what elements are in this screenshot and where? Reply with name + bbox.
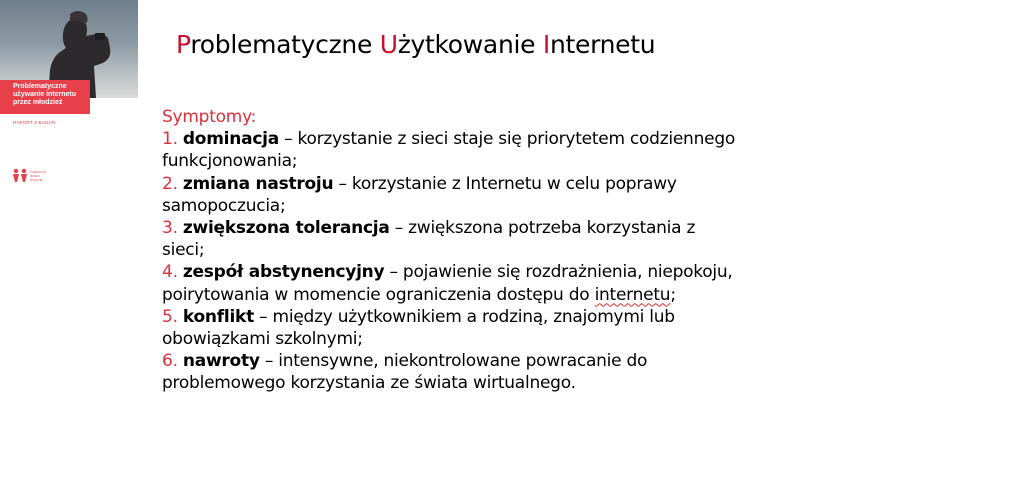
item-description: – pojawienie się rozdrażnienia, niepokoju, poirytowania w momencie ograniczenia dostępu do [162, 262, 733, 305]
item-term: zwiększona tolerancja [182, 218, 390, 239]
logo-text-line: NICZYJE [30, 178, 43, 182]
item-number: 3. [162, 218, 183, 239]
title-text: żytkowanie [397, 30, 543, 59]
item-description: – między użytkownikiem a rodziną, znajomymi lub obowiązkami szkolnymi; [162, 306, 675, 350]
list-item [162, 173, 742, 217]
item-term: zespół abstynencyjny [182, 262, 385, 283]
cover-subtitle: RAPORT Z BADAŃ [13, 120, 56, 125]
logo-text-line: FUNDACJA [30, 170, 47, 174]
item-term: konflikt [182, 306, 254, 327]
item-number: 5. [162, 306, 183, 327]
cover-title-banner [0, 80, 90, 114]
item-number: 1. [162, 129, 183, 150]
foundation-logo-text [30, 170, 50, 182]
item-term: dominacja [182, 129, 279, 150]
item-number: 6. [162, 351, 183, 372]
item-description: – korzystanie z Internetu w celu poprawy samopoczucia; [162, 173, 677, 216]
logo-text-line: DZIECI [30, 174, 40, 178]
item-description-end: ; [670, 284, 676, 305]
item-description: – intensywne, niekontrolowane powracanie do problemowego korzystania ze świata wirtualnego. [162, 351, 648, 394]
item-term: zmiana nastroju [182, 173, 334, 194]
item-term: nawroty [182, 351, 260, 372]
symptoms-list [162, 106, 742, 395]
title-initial: U [379, 30, 398, 59]
symptoms-heading: Symptomy: [162, 107, 257, 127]
item-description: – zwiększona potrzeba korzystania z sieci; [162, 218, 696, 261]
list-item [162, 128, 742, 172]
report-cover-image [0, 0, 138, 192]
list-item [162, 350, 742, 394]
cover-title-line: używanie internetu [13, 91, 77, 98]
list-item [162, 261, 742, 305]
title-initial: I [542, 30, 550, 59]
list-item [162, 217, 742, 261]
title-text: roblematyczne [190, 30, 380, 59]
foundation-logo-icon [12, 168, 28, 182]
cover-title-line: przez młodzież [13, 99, 63, 106]
title-text: nternetu [549, 30, 656, 59]
cover-title-line: Problematyczne [13, 83, 67, 90]
title-initial: P [176, 30, 191, 59]
item-description: – korzystanie z sieci staje się priorytetem codziennego funkcjonowania; [162, 129, 736, 172]
list-item [162, 306, 742, 350]
item-number: 4. [162, 262, 183, 283]
spellcheck-marked-word: internetu [594, 284, 671, 305]
item-number: 2. [162, 173, 183, 194]
slide-title [176, 30, 655, 59]
